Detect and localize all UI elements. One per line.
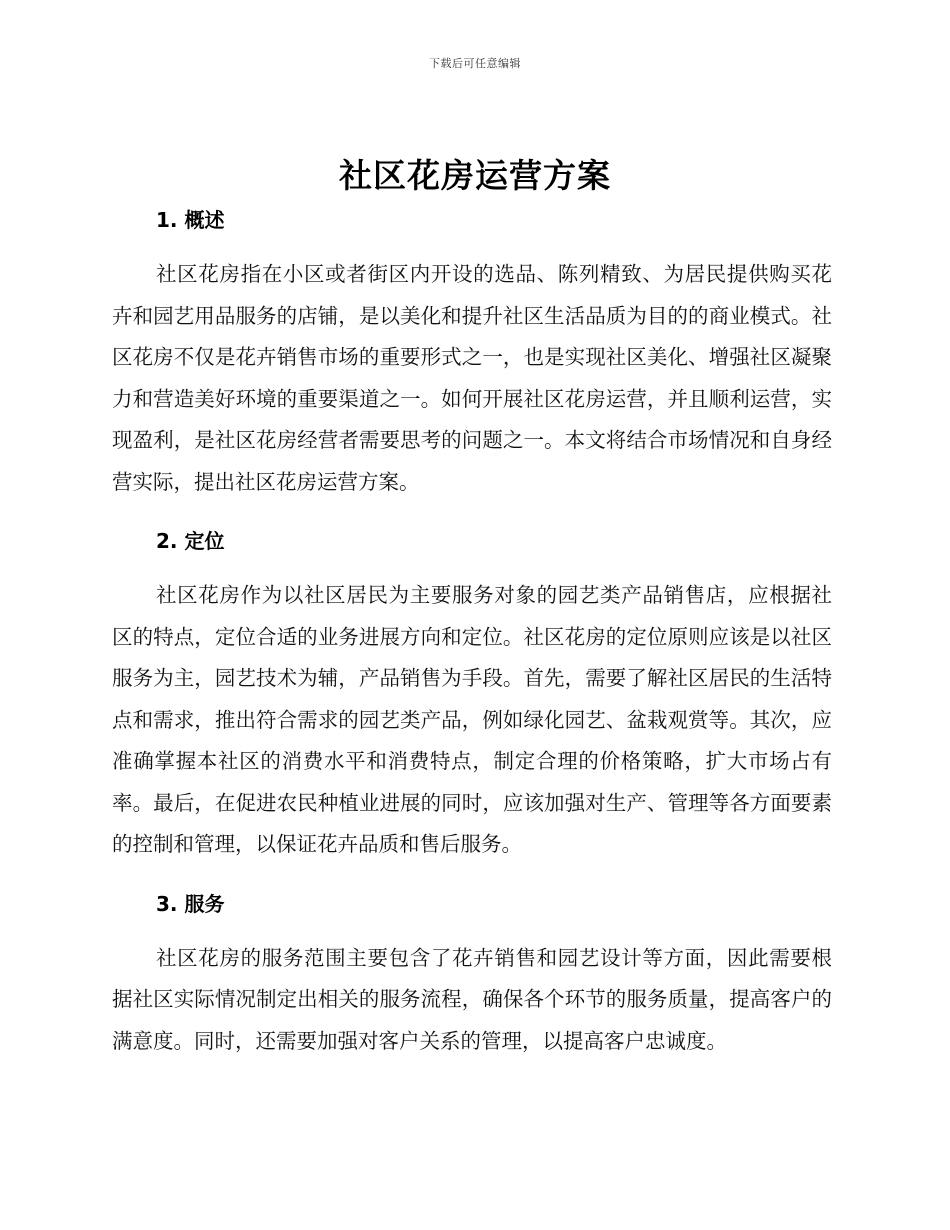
section-paragraph: 社区花房指在小区或者街区内开设的选品、陈列精致、为居民提供购买花卉和园艺用品服务的店铺，是以美化和提升社区生活品质为目的的商业模式。社区花房不仅是花卉销售市场的重要形式之一，也是实现社区美化、增强社区凝聚力和营造美好环境的重要渠道之一。如何开展社区花房运营，并且顺利运营，实现盈利，是社区花房经营者需要思考的问题之一。本文将结合市场情况和自身经营实际，提出社区花房运营方案。 (112, 262, 832, 494)
section-heading: 1. 概述 (156, 208, 225, 232)
section-overview (112, 200, 832, 503)
section-service (112, 884, 832, 1063)
section-positioning (112, 521, 832, 866)
document-title: 社区花房运营方案 (339, 156, 611, 195)
section-heading: 2. 定位 (156, 529, 225, 553)
document-body (112, 200, 832, 1080)
section-heading: 3. 服务 (156, 891, 225, 916)
section-paragraph: 社区花房的服务范围主要包含了花卉销售和园艺设计等方面，因此需要根据社区实际情况制定出相关的服务流程，确保各个环节的服务质量，提高客户的满意度。同时，还需要加强对客户关系的管理，以提高客户忠诚度。 (112, 945, 832, 1053)
header-note: 下载后可任意编辑 (429, 57, 521, 70)
section-paragraph: 社区花房作为以社区居民为主要服务对象的园艺类产品销售店，应根据社区的特点，定位合适的业务进展方向和定位。社区花房的定位原则应该是以社区服务为主，园艺技术为辅，产品销售为手段。首先，需要了解社区居民的生活特点和需求，推出符合需求的园艺类产品，例如绿化园艺、盆栽观赏等。其次，应准确掌握本社区的消费水平和消费特点，制定合理的价格策略，扩大市场占有率。最后，在促进农民种植业进展的同时，应该加强对生产、管理等各方面要素的控制和管理，以保证花卉品质和售后服务。 (112, 583, 832, 856)
